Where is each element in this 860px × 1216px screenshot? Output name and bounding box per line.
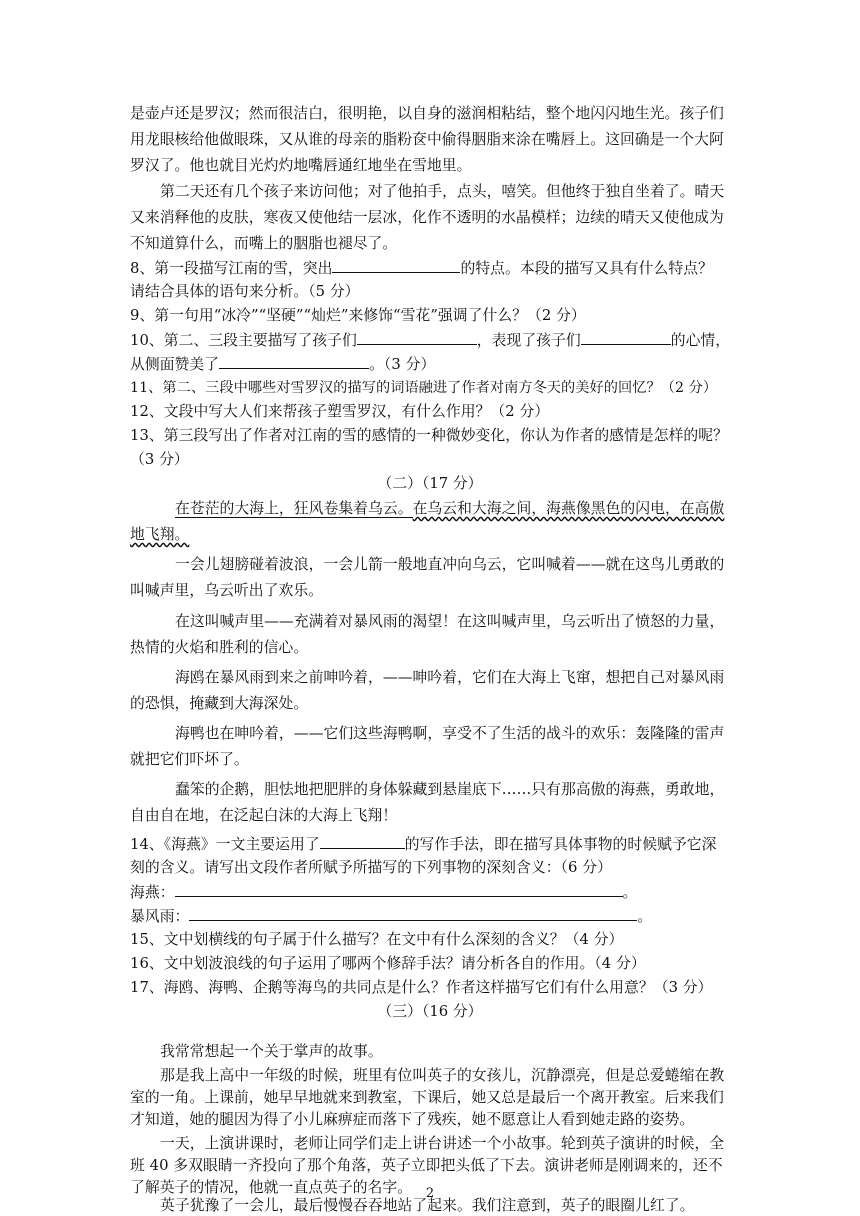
passage1-line: 罗汉了。他也就目光灼灼地嘴唇通红地坐在雪地里。	[130, 157, 472, 174]
question-13-cont: （3 分）	[130, 451, 189, 468]
question-10-cont: 从侧面赞美了 。（3 分）	[130, 356, 436, 373]
question-12: 12、文段中写大人们来帮孩子塑雪罗汉，有什么作用？（2 分）	[130, 403, 550, 420]
answer-blank[interactable]	[175, 882, 623, 897]
section2-paragraph-1-cont	[130, 525, 189, 545]
answer-blank[interactable]	[581, 330, 671, 345]
question-17: 17、海鸥、海鸭、企鹅等海鸟的共同点是什么？作者这样描写它们有什么用意？（3 分）	[130, 979, 713, 996]
section3-line: 才知道，她的腿因为得了小儿麻痹症而落下了残疾，她不愿意让人看到她走路的姿势。	[130, 1111, 695, 1128]
passage1-line: 是壶卢还是罗汉；然而很洁白，很明艳，以自身的滋润相粘结，整个地闪闪地生光。孩子们	[130, 105, 724, 122]
section2-paragraph: 海鸭也在呻吟着，——它们这些海鸭啊，享受不了生活的战斗的欢乐：轰隆隆的雷声	[175, 725, 725, 742]
answer-blank[interactable]	[357, 330, 477, 345]
section3-line: 班 40 多双眼睛一齐投向了那个角落，英子立即把头低了下去。演讲老师是刚调来的，还不	[130, 1157, 723, 1174]
underlined-sentence: 在苍茫的大海上，狂风卷集着乌云。	[175, 500, 413, 517]
answer-blank[interactable]	[320, 834, 405, 849]
haiyan-answer-line: 海燕： 。	[130, 884, 638, 901]
answer-blank[interactable]	[219, 354, 369, 369]
section3-line: 室的一角。上课前，她早早地就来到教室，下课后，她又总是最后一个离开教室。后来我们	[130, 1089, 724, 1106]
answer-blank[interactable]	[189, 906, 637, 921]
wavy-sentence: 地飞翔。	[130, 526, 190, 543]
section2-paragraph: 蠢笨的企鹅，胆怯地把肥胖的身体躲藏到悬崖底下……只有那高傲的海燕，勇敢地，	[175, 781, 725, 798]
passage1-line: 用龙眼核给他做眼珠，又从谁的母亲的脂粉奁中偷得胭脂来涂在嘴唇上。这回确是一个大阿	[130, 131, 724, 148]
wavy-sentence: 在乌云和大海之间，海燕像黑色的闪电，在高傲	[412, 500, 725, 517]
question-14: 14、《海燕》一文主要运用了 的写作手法，即在描写具体事物的时候赋予它深	[130, 836, 717, 853]
section2-paragraph: 一会儿翅膀碰着波浪，一会儿箭一般地直冲向乌云，它叫喊着——就在这鸟儿勇敢的	[175, 556, 725, 573]
question-15: 15、文中划横线的句子属于什么描写？在文中有什么深刻的含义？（4 分）	[130, 931, 624, 948]
section2-paragraph: 自由自在地，在泛起白沫的大海上飞翔！	[130, 807, 398, 824]
section2-paragraph: 叫喊声里，乌云听出了欢乐。	[130, 582, 324, 599]
question-11: 11、第二、三段中哪些对雪罗汉的描写的词语融进了作者对南方冬天的美好的回忆？（2 分）	[130, 380, 718, 396]
section3-line: 那是我上高中一年级的时候，班里有位叫英子的女孩儿，沉静漂亮，但是总爱蜷缩在教	[160, 1067, 725, 1084]
question-13: 13、第三段写出了作者对江南的雪的感情的一种微妙变化，你认为作者的感情是怎样的呢？	[130, 427, 728, 444]
section-2-heading: （二）（17 分）	[377, 475, 483, 492]
section3-line: 了解英子的情况，他就一直点英子的名字。	[130, 1179, 413, 1196]
section2-paragraph: 的恐惧，掩藏到大海深处。	[130, 695, 309, 712]
page-number: 2	[425, 1186, 435, 1201]
section2-paragraph: 海鸥在暴风雨到来之前呻吟着，——呻吟着，它们在大海上飞窜，想把自己对暴风雨	[175, 669, 725, 686]
passage1-line: 不知道算什么，而嘴上的胭脂也褪尽了。	[130, 235, 398, 252]
section2-paragraph: 热情的火焰和胜利的信心。	[130, 639, 309, 656]
question-14-cont: 刻的含义。请写出文段作者所赋予所描写的下列事物的深刻含义：（6 分）	[130, 859, 612, 876]
question-8: 8、第一段描写江南的雪，突出 的特点。本段的描写又具有什么特点？	[130, 260, 713, 277]
question-8-cont: 请结合具体的语句来分析。（5 分）	[130, 283, 360, 300]
baofengyu-answer-line: 暴风雨： 。	[130, 908, 653, 925]
question-16: 16、文中划波浪线的句子运用了哪两个修辞手法？请分析各自的作用。（4 分）	[130, 955, 646, 972]
question-10: 10、第二、三段主要描写了孩子们 ，表现了孩子们 的心情，	[130, 332, 731, 349]
section-3-heading: （三）（16 分）	[377, 1003, 483, 1020]
passage1-line: 又来消释他的皮肤，寒夜又使他结一层冰，化作不透明的水晶模样；边续的晴天又使他成为	[130, 209, 724, 226]
section2-paragraph: 就把它们吓坏了。	[130, 751, 249, 768]
section3-line: 英子犹豫了一会儿，最后慢慢吞吞地站了起来。我们注意到，英子的眼圈儿红了。	[160, 1197, 695, 1214]
section3-line: 一天，上演讲课时，老师让同学们走上讲台讲述一个小故事。轮到英子演讲的时候，全	[160, 1135, 725, 1152]
answer-blank[interactable]	[332, 258, 460, 273]
section3-line: 我常常想起一个关于掌声的故事。	[160, 1043, 383, 1060]
section2-paragraph-1	[175, 499, 724, 519]
question-9: 9、第一句用“冰冷”“坚硬”“灿烂”来修饰“雪花”强调了什么？（2 分）	[130, 307, 586, 324]
passage1-line: 第二天还有几个孩子来访问他；对了他拍手，点头，嘻笑。但他终于独自坐着了。晴天	[160, 183, 725, 200]
section2-paragraph: 在这叫喊声里——充满着对暴风雨的渴望！在这叫喊声里，乌云听出了愤怒的力量，	[175, 613, 725, 630]
